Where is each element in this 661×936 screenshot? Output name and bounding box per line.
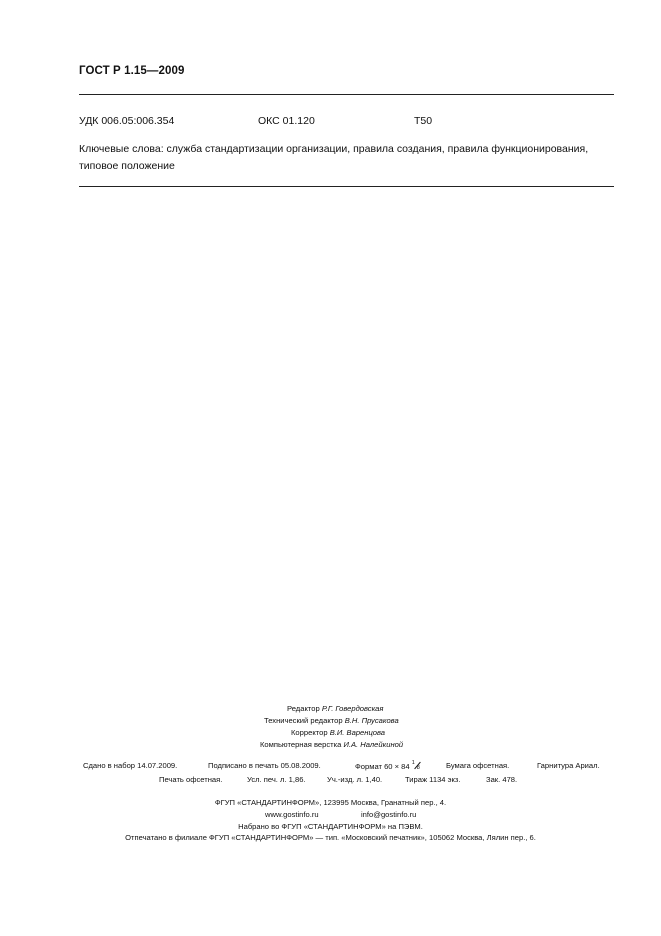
layout-credit <box>260 740 403 749</box>
layout-name: И.А. Налейкиной <box>343 740 404 749</box>
oks-code: ОКС 01.120 <box>258 115 315 127</box>
proofreader-credit <box>291 728 385 737</box>
tech-editor-name: В.Н. Прусакова <box>344 716 399 725</box>
typeset-note: Набрано во ФГУП «СТАНДАРТИНФОРМ» на ПЭВМ. <box>238 822 423 831</box>
signed-print: Подписано в печать 05.08.2009. <box>208 761 321 770</box>
conventional-sheets: Усл. печ. л. 1,86. <box>247 775 306 784</box>
editor-credit <box>287 704 383 713</box>
keywords-text: Ключевые слова: служба стандартизации организации, правила создания, правила функционирования, типовое положение <box>79 143 589 172</box>
tech-editor-credit <box>264 716 399 725</box>
order-number: Зак. 478. <box>486 775 518 784</box>
editor-label: Редактор <box>287 704 320 713</box>
print-type: Печать офсетная. <box>159 775 223 784</box>
top-divider <box>79 94 614 95</box>
website-link: www.gostinfo.ru <box>265 810 319 819</box>
paper-type: Бумага офсетная. <box>446 761 510 770</box>
publisher-address: ФГУП «СТАНДАРТИНФОРМ», 123995 Москва, Гранатный пер., 4. <box>214 798 447 807</box>
print-run: Тираж 1134 экз. <box>405 775 461 784</box>
typeface: Гарнитура Ариал. <box>537 761 600 770</box>
printer-address: Отпечатано в филиале ФГУП «СТАНДАРТИНФОРМ» — тип. «Московский печатник», 105062 Москва, Лялин пер., 6. <box>125 833 536 842</box>
format-fraction <box>412 761 422 771</box>
layout-label: Компьютерная верстка <box>260 740 342 749</box>
document-title: ГОСТ Р 1.15—2009 <box>79 65 185 77</box>
format-fraction-denominator: 8 <box>416 765 420 771</box>
tech-editor-label: Технический редактор <box>264 716 343 725</box>
group-code: Т50 <box>414 115 433 127</box>
email-link: info@gostinfo.ru <box>361 810 417 819</box>
sent-to-set: Сдано в набор 14.07.2009. <box>83 761 178 770</box>
proofreader-name: В.И. Варенцова <box>329 728 386 737</box>
format-fraction-numerator: 1 <box>411 760 415 766</box>
format-label: Формат 60 × 84 <box>355 762 410 771</box>
proofreader-label: Корректор <box>291 728 328 737</box>
udk-code: УДК 006.05:006.354 <box>79 115 175 127</box>
publisher-sheets: Уч.-изд. л. 1,40. <box>327 775 383 784</box>
editor-name: Р.Г. Говердовская <box>321 704 384 713</box>
bottom-divider <box>79 186 614 187</box>
format-info <box>355 761 422 771</box>
